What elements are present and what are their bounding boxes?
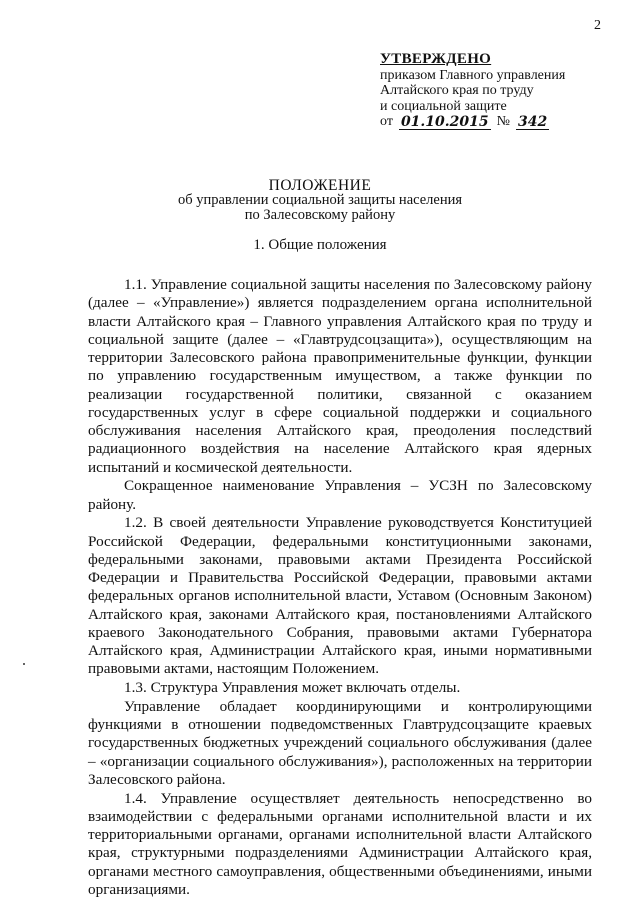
document-title-block	[0, 178, 640, 223]
scan-speck	[23, 663, 25, 665]
paragraph: Сокращенное наименование Управления – УСЗН по Залесовскому району.	[88, 477, 592, 513]
document-body	[88, 276, 592, 899]
handwritten-date: 01.10.2015	[400, 113, 489, 130]
section-heading: 1. Общие положения	[253, 237, 387, 253]
date-prefix: от	[380, 114, 393, 129]
handwritten-number: 342	[517, 113, 548, 130]
paragraph: Управление обладает координирующими и контролирующими функциями в отношении подведомственных Главтрудсоцзащите краевых государственных бюджетных учреждений социального обслуживания (далее – «организации социального обслуживания»), расположенных на территории Залесовского района.	[88, 697, 592, 788]
number-label: №	[496, 114, 510, 129]
paragraph: 1.3. Структура Управления может включать отделы.	[124, 679, 461, 696]
paragraph: 1.2. В своей деятельности Управление руководствуется Конституцией Российской Федерации, федеральными конституционными законами, федеральными законами, правовыми актами Президента Российской Федерации и Правительства Российской Федерации, правовыми актами федеральных органов исполнительной власти, Уставом (Основным Законом) Алтайского края, законами Алтайского края, постановлениями Алтайского краевого Законодательного Собрания, правовыми актами Губернатора Алтайского края, Администрации Алтайского края, иными нормативными правовыми актами, настоящим Положением.	[88, 514, 592, 678]
paragraph: 1.1. Управление социальной защиты населения по Залесовскому району (далее – «Управление») является подразделением органа исполнительной власти Алтайского края – Главного управления Алтайского края по труду и социальной защите (далее – «Главтрудсоцзащита»), осуществляющим на территории Залесовского района правоприменительные функции, функции по управлению государственным имуществом, а также функции по реализации государственной политики, связанной с оказанием государственных услуг в сфере социальной поддержки и социального обслуживания населения Алтайского края, преодоления последствий радиационного воздействия на население Алтайского края ядерных испытаний и космической деятельности.	[88, 276, 592, 476]
approval-line: приказом Главного управления	[380, 67, 566, 83]
paragraph: 1.4. Управление осуществляет деятельность непосредственно во взаимодействии с федеральными органами исполнительной власти и их территориальными органами, органами исполнительной власти Алтайского края, структурными подразделениями Администрации Алтайского края, органами местного самоуправления, общественными объединениями, иными организациями.	[88, 789, 592, 898]
approval-line: и социальной защите	[380, 98, 507, 114]
approval-heading: УТВЕРЖДЕНО	[380, 51, 492, 67]
page-number: 2	[594, 18, 601, 33]
document-title: ПОЛОЖЕНИЕ	[268, 177, 372, 194]
document-subtitle-line: по Залесовскому району	[244, 207, 396, 223]
approval-date-line	[380, 114, 610, 130]
document-subtitle-line: об управлении социальной защиты населения	[177, 192, 463, 208]
approval-stamp	[380, 52, 610, 130]
approval-line: Алтайского края по труду	[380, 83, 534, 98]
